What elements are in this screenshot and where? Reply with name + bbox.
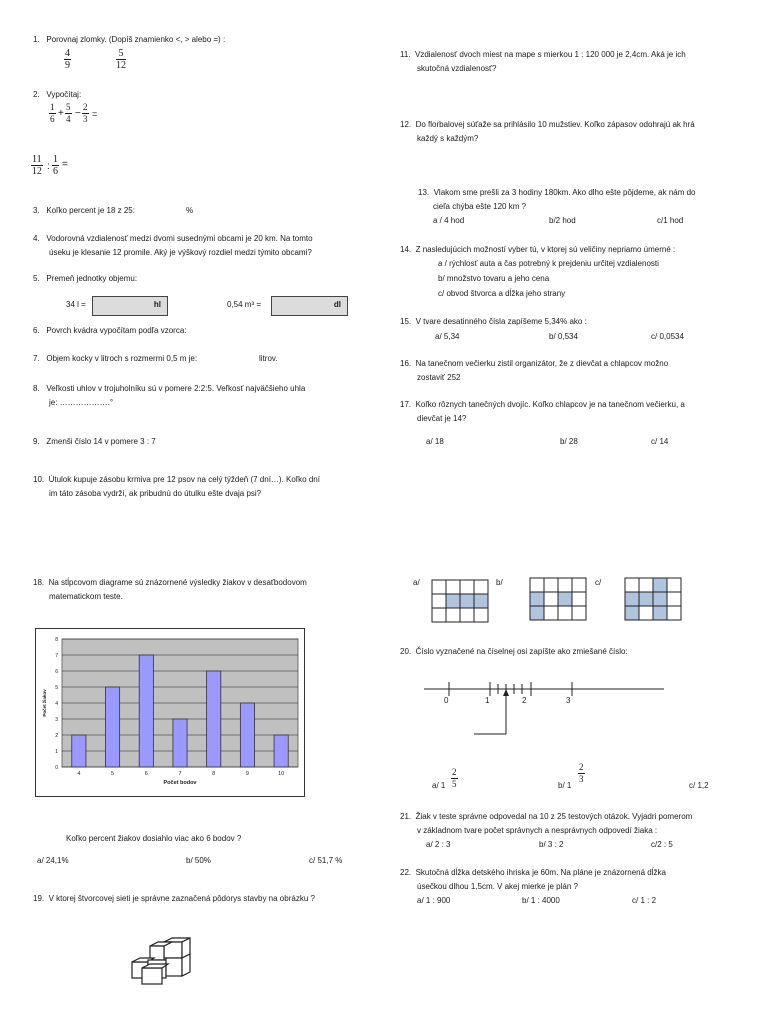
y-tick-label: 2 — [55, 733, 58, 739]
q14-option-b[interactable]: b/ množstvo tovaru a jeho cena — [438, 274, 550, 283]
bar — [173, 719, 187, 767]
grid-cell — [625, 606, 639, 620]
q14-option-a[interactable]: a / rýchlosť auta a čas potrebný k prejdeniu určitej vzdialenosti — [438, 259, 659, 268]
y-tick-label: 6 — [55, 669, 58, 675]
grid-cell — [530, 592, 544, 606]
grid-cell — [432, 580, 446, 594]
operator-minus: − — [75, 108, 81, 119]
q21-option-a[interactable]: a/ 2 : 3 — [426, 840, 451, 849]
answer-box-hl[interactable]: hl — [92, 296, 168, 316]
grid-option-b[interactable] — [529, 577, 589, 623]
conversion-right-label: 0,54 m³ = — [227, 300, 262, 309]
grid-cell — [572, 606, 586, 620]
question-20: 20. Číslo vyznačené na číselnej osi zapíšte ako zmiešané číslo: — [400, 647, 628, 656]
grid-cell — [667, 592, 681, 606]
question-9: 9. Zmenši číslo 14 v pomere 3 : 7 — [33, 437, 156, 446]
grid-cell — [653, 606, 667, 620]
question-14: 14. Z nasledujúcich možností vyber tú, v ktorej sú veličiny nepriamo úmerné : — [400, 245, 676, 254]
x-tick-label: 9 — [245, 771, 249, 777]
grid-cell — [639, 578, 653, 592]
q13-option-b[interactable]: b/2 hod — [549, 216, 576, 225]
q18-option-a[interactable]: a/ 24,1% — [37, 856, 69, 865]
fraction-4-9: $\frac{4}{9}$ — [65, 48, 70, 71]
grid-cell — [474, 594, 488, 608]
grid-cell — [558, 578, 572, 592]
bar — [72, 735, 86, 767]
q13-option-c[interactable]: c/1 hod — [657, 216, 684, 225]
grid-cell — [446, 608, 460, 622]
number-line — [420, 676, 670, 746]
x-tick-label: 4 — [77, 771, 81, 777]
grid-cell — [446, 594, 460, 608]
operator-divide: : — [47, 161, 50, 172]
grid-cell — [544, 592, 558, 606]
marker-arrow — [474, 690, 506, 734]
grid-cell — [432, 594, 446, 608]
y-tick-label: 0 — [55, 765, 58, 771]
bar — [240, 703, 254, 767]
grid-cell — [460, 580, 474, 594]
question-2: 2. Vypočítaj: — [33, 90, 82, 99]
grid-cell — [625, 578, 639, 592]
grid-option-c[interactable] — [624, 577, 684, 623]
operator-plus: + — [58, 108, 64, 119]
x-tick-label: 10 — [278, 771, 285, 777]
q22-option-c[interactable]: c/ 1 : 2 — [632, 896, 657, 905]
fraction-1-6-b: $\frac{1}{6}$ — [53, 154, 58, 177]
liters-unit: litrov. — [259, 354, 278, 363]
cube-building-illustration — [128, 936, 194, 986]
question-18-prompt: Koľko percent žiakov dosiahlo viac ako 6 bodov ? — [66, 834, 242, 843]
bar — [207, 671, 221, 767]
fraction-1-6: $\frac{1}{6}$ — [50, 102, 55, 124]
grid-cell — [446, 580, 460, 594]
question-5: 5. Premeň jednotky objemu: — [33, 274, 138, 283]
grid-cell — [558, 606, 572, 620]
grid-cell — [667, 578, 681, 592]
question-12: 12. Do florbalovej súťaže sa prihlásilo 10 mužstiev. Koľko zápasov odohrajú ak hrá každý s každým? — [400, 120, 695, 143]
question-16: 16. Na tanečnom večierku zistil organizátor, že z dievčat a chlapcov možno zostaviť 252 — [400, 359, 669, 382]
tick-label-2: 2 — [522, 696, 527, 705]
y-tick-label: 8 — [55, 637, 58, 643]
q19-option-c-label[interactable]: c/ — [595, 578, 602, 587]
bar — [105, 687, 119, 767]
y-tick-label: 1 — [55, 749, 58, 755]
q17-option-a[interactable]: a/ 18 — [426, 437, 444, 446]
question-13: 13. Vlakom sme prešli za 3 hodiny 180km. Ako dlho ešte pôjdeme, ak nám do cieľa chýba ešte 120 km ? — [418, 188, 696, 211]
y-axis-label: Počet žiakov — [42, 689, 47, 717]
question-18: 18. Na stĺpcovom diagrame sú znázornené výsledky žiakov v desaťbodovom matematickom teste. — [33, 578, 307, 601]
grid-cell — [544, 606, 558, 620]
bar — [274, 735, 288, 767]
q20-option-b[interactable]: b/ 1 — [558, 781, 572, 790]
q20-option-c[interactable]: c/ 1,2 — [689, 781, 709, 790]
question-8: 8. Veľkosti uhlov v trojuholníku sú v pomere 2:2:5. Veľkosť najväčšieho uhla je: ……………….° — [33, 384, 306, 407]
x-tick-label: 6 — [144, 771, 148, 777]
question-3: 3. Koľko percent je 18 z 25: — [33, 206, 135, 215]
grid-cell — [653, 578, 667, 592]
x-tick-label: 7 — [178, 771, 182, 777]
q15-option-a[interactable]: a/ 5,34 — [435, 332, 460, 341]
grid-cell — [544, 578, 558, 592]
grid-option-a[interactable] — [431, 579, 491, 625]
grid-cell — [530, 578, 544, 592]
question-4: 4. Vodorovná vzdialenosť medzi dvomi susednými obcami je 20 km. Na tomto úseku je klesanie 12 promile. Aký je výškový rozdiel medzi týmito obcami? — [33, 234, 313, 257]
equals-sign: = — [92, 109, 98, 119]
q18-option-c[interactable]: c/ 51,7 % — [309, 856, 343, 865]
fraction-5-12: $\frac{5}{12}$ — [116, 48, 126, 71]
q14-option-c[interactable]: c/ obvod štvorca a dĺžka jeho strany — [438, 289, 566, 298]
marker-arrowhead — [503, 689, 509, 696]
question-15: 15. V tvare desatinného čísla zapíšeme 5,34% ako : — [400, 317, 587, 326]
equals-sign-2: = — [62, 159, 68, 170]
question-11: 11. Vzdialenosť dvoch miest na mape s mierkou 1 : 120 000 je 2,4cm. Aká je ich skutočná vzdialenosť? — [400, 50, 686, 73]
tick-label-1: 1 — [485, 696, 490, 705]
bar-chart-frame — [35, 628, 305, 797]
q13-option-a[interactable]: a / 4 hod — [433, 216, 465, 225]
grid-cell — [572, 578, 586, 592]
question-22: 22. Skutočná dĺžka detského ihriska je 60m. Na pláne je znázornená dĺžka úsečkou dlhou 1,5cm. V akej mierke je plán ? — [400, 868, 666, 891]
x-tick-label: 8 — [212, 771, 216, 777]
conversion-left-label: 34 l = — [66, 300, 86, 309]
question-6: 6. Povrch kvádra vypočítam podľa vzorca: — [33, 326, 187, 335]
question-17: 17. Koľko rôznych tanečných dvojíc. Koľko chlapcov je na tanečnom večierku, a dievčat je 14? — [400, 400, 685, 423]
tick-label-0: 0 — [444, 696, 449, 705]
y-tick-label: 4 — [55, 701, 58, 707]
q20-option-b-fraction: $\frac{2}{3}$ — [579, 762, 584, 784]
fraction-11-12: $\frac{11}{12}$ — [31, 154, 42, 177]
grid-cell — [530, 606, 544, 620]
q18-option-b[interactable]: b/ 50% — [186, 856, 211, 865]
grid-cell — [432, 608, 446, 622]
y-tick-label: 3 — [55, 717, 58, 723]
grid-cell — [474, 580, 488, 594]
question-1: 1. Porovnaj zlomky. (Dopíš znamienko <, > alebo =) : — [33, 35, 226, 44]
question-19: 19. V ktorej štvorcovej sieti je správne zaznačená pôdorys stavby na obrázku ? — [33, 894, 315, 903]
q17-option-c[interactable]: c/ 14 — [651, 437, 669, 446]
question-21: 21. Žiak v teste správne odpovedal na 10 z 25 testových otázok. Vyjadri pomerom v základnom tvare počet správnych a nesprávnych odpovedí žiaka : — [400, 812, 693, 835]
grid-cell — [639, 606, 653, 620]
q20-option-a-fraction: $\frac{2}{5}$ — [452, 767, 457, 789]
x-tick-label: 5 — [111, 771, 115, 777]
question-10: 10. Útulok kupuje zásobu krmiva pre 12 psov na celý týždeň (7 dní…). Koľko dní im táto zásoba vydrží, ak pribudnú do útulku ešte dvaja psi? — [33, 475, 320, 498]
grid-cell — [667, 606, 681, 620]
grid-cell — [474, 608, 488, 622]
grid-cell — [625, 592, 639, 606]
q21-option-b[interactable]: b/ 3 : 2 — [539, 840, 564, 849]
q19-option-b-label[interactable]: b/ — [496, 578, 503, 587]
grid-cell — [572, 592, 586, 606]
y-tick-label: 7 — [55, 653, 58, 659]
percent-sign: % — [186, 206, 194, 215]
q15-option-c[interactable]: c/ 0,0534 — [651, 332, 684, 341]
x-axis-label: Počet bodov — [163, 780, 197, 786]
question-7: 7. Objem kocky v litroch s rozmermi 0,5 m je: — [33, 354, 198, 363]
grid-cell — [460, 608, 474, 622]
grid-cell — [639, 592, 653, 606]
fraction-2-3: $\frac{2}{3}$ — [83, 102, 88, 124]
q22-option-a[interactable]: a/ 1 : 900 — [417, 896, 451, 905]
q21-option-c[interactable]: c/2 : 5 — [651, 840, 673, 849]
question-1-text: Porovnaj zlomky. (Dopíš znamienko <, > alebo =) : — [46, 35, 226, 44]
bar — [139, 655, 153, 767]
q17-option-b[interactable]: b/ 28 — [560, 437, 578, 446]
grid-cell — [653, 592, 667, 606]
tick-label-3: 3 — [566, 696, 571, 705]
q15-option-b[interactable]: b/ 0,534 — [549, 332, 578, 341]
q19-option-a-label[interactable]: a/ — [413, 578, 420, 587]
answer-box-dl[interactable]: dl — [271, 296, 348, 316]
bar-chart — [36, 629, 304, 796]
q20-option-a[interactable]: a/ 1 — [432, 781, 446, 790]
q22-option-b[interactable]: b/ 1 : 4000 — [522, 896, 560, 905]
grid-cell — [558, 592, 572, 606]
grid-cell — [460, 594, 474, 608]
y-tick-label: 5 — [55, 685, 58, 691]
fraction-5-4: $\frac{5}{4}$ — [66, 102, 71, 124]
